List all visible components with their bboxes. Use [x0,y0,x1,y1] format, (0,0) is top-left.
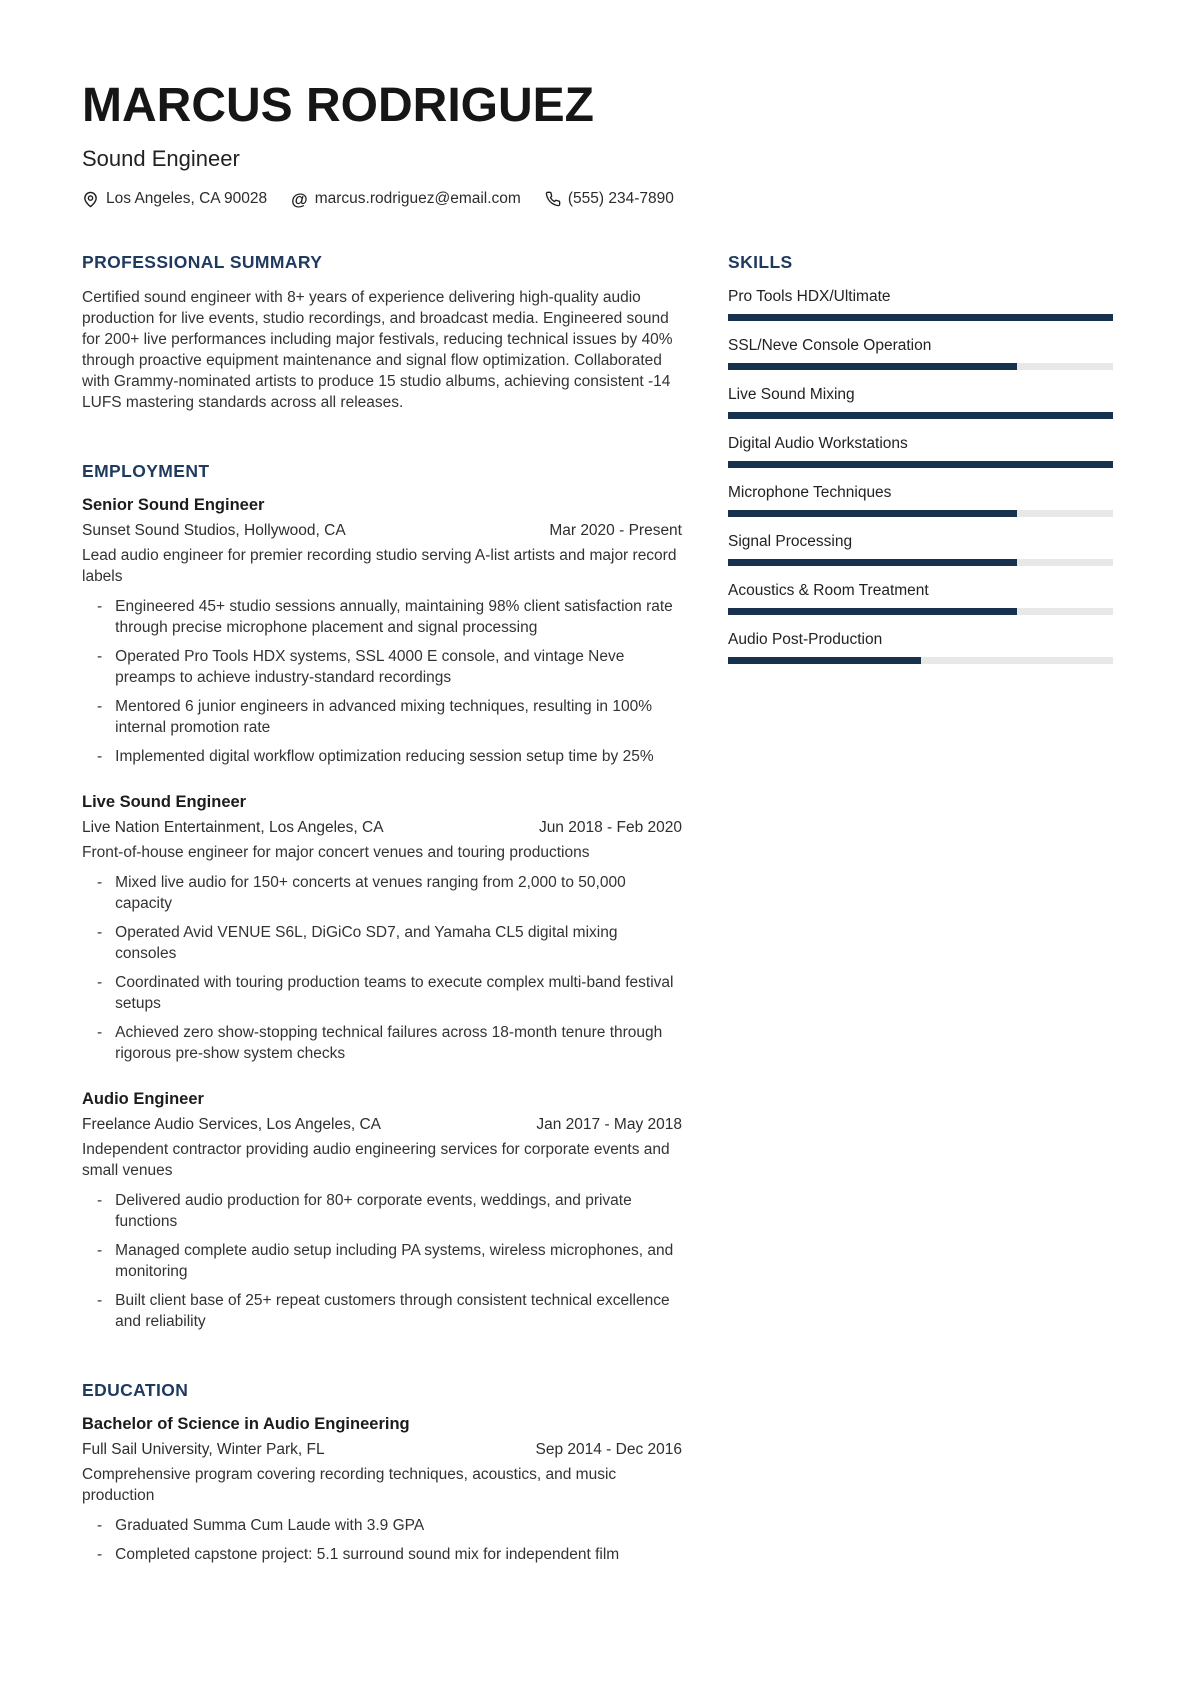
skill-bar-track [728,461,1113,468]
skill-item [728,483,1113,517]
job-description: Lead audio engineer for premier recording studio serving A-list artists and major record labels [82,547,677,585]
section-education [82,1380,682,1565]
bullet-list [82,1190,682,1332]
bullet-text: Coordinated with touring production teams to execute complex multi-band festival setups [115,974,674,1012]
bullet-marker: - [97,748,103,765]
bullet-text: Mixed live audio for 150+ concerts at venues ranging from 2,000 to 50,000 capacity [115,874,626,912]
skill-name: Digital Audio Workstations [728,435,908,452]
degree-title: Bachelor of Science in Audio Engineering [82,1415,410,1433]
skill-bar-fill [728,314,1113,321]
at-icon: @ [291,189,308,209]
job-description: Independent contractor providing audio engineering services for corporate events and small venues [82,1141,670,1179]
bullet-text: Graduated Summa Cum Laude with 3.9 GPA [115,1517,425,1534]
education-entry [82,1415,682,1565]
main-column [82,252,682,1613]
skill-name: Live Sound Mixing [728,386,855,403]
education-meta-row [82,1441,682,1459]
bullet-item [82,1240,682,1282]
bullet-marker: - [97,598,103,615]
bullet-text: Achieved zero show-stopping technical failures across 18-month tenure through rigorous pre-show system checks [115,1024,663,1062]
bullet-text: Engineered 45+ studio sessions annually, maintaining 98% client satisfaction rate through precise microphone placement and signal processing [115,598,673,636]
bullet-marker: - [97,698,103,715]
skills-heading: SKILLS [728,252,793,272]
skill-name: Signal Processing [728,533,853,550]
job-company: Live Nation Entertainment, Los Angeles, CA [82,819,384,836]
education-heading: EDUCATION [82,1380,189,1400]
bullet-marker: - [97,1192,103,1209]
skill-item [728,434,1113,468]
contact-row [82,190,1113,208]
skill-item [728,630,1113,664]
bullet-text: Managed complete audio setup including PA systems, wireless microphones, and monitoring [115,1242,674,1280]
job-dates: Jun 2018 - Feb 2020 [538,819,682,836]
candidate-name: MARCUS RODRIGUEZ [82,79,594,132]
summary-text: Certified sound engineer with 8+ years of experience delivering high-quality audio production for live events, studio recordings, and broadcast media. Engineered sound for 200+ live performances including major festivals, reducing technical issues by 40% through proactive equipment maintenance and signal flow optimization. Collaborated with Grammy-nominated artists to produce 15 studio albums, achieving consistent -14 LUFS mastering standards across all releases. [82,289,673,411]
contact-email [291,190,521,208]
bullet-marker: - [97,1242,103,1259]
education-description: Comprehensive program covering recording techniques, acoustics, and music production [82,1466,617,1504]
bullet-item [82,1022,682,1064]
skill-name: SSL/Neve Console Operation [728,337,932,354]
skill-bar-fill [728,363,1017,370]
bullet-item [82,872,682,914]
bullet-text: Operated Avid VENUE S6L, DiGiCo SD7, and Yamaha CL5 digital mixing consoles [115,924,618,962]
skill-item [728,581,1113,615]
bullet-item [82,922,682,964]
contact-location [82,190,267,208]
phone-icon [545,191,561,207]
skill-item [728,532,1113,566]
bullet-text: Mentored 6 junior engineers in advanced mixing techniques, resulting in 100% internal promotion rate [115,698,652,736]
employment-entry [82,496,682,767]
skills-sidebar [728,252,1113,1613]
bullet-item [82,1290,682,1332]
job-company: Freelance Audio Services, Los Angeles, CA [82,1116,381,1133]
bullet-marker: - [97,1546,103,1563]
skill-bar-track [728,657,1113,664]
skill-bar-track [728,363,1113,370]
bullet-item [82,972,682,1014]
bullet-marker: - [97,648,103,665]
bullet-text: Delivered audio production for 80+ corporate events, weddings, and private functions [115,1192,632,1230]
candidate-job-title: Sound Engineer [82,146,240,171]
skill-bar-fill [728,510,1017,517]
job-description: Front-of-house engineer for major concert venues and touring productions [82,844,590,861]
bullet-item [82,696,682,738]
bullet-list [82,872,682,1064]
bullet-text: Operated Pro Tools HDX systems, SSL 4000 E console, and vintage Neve preamps to achieve industry-standard recordings [115,648,625,686]
bullet-item [82,596,682,638]
bullet-item [82,1544,682,1565]
school-name: Full Sail University, Winter Park, FL [82,1441,325,1458]
job-meta-row [82,522,682,540]
skill-name: Audio Post-Production [728,631,883,648]
bullet-list [82,596,682,767]
bullet-item [82,646,682,688]
bullet-text: Built client base of 25+ repeat customers through consistent technical excellence and reliability [115,1292,670,1330]
skill-name: Acoustics & Room Treatment [728,582,929,599]
job-title: Audio Engineer [82,1090,204,1108]
bullet-text: Completed capstone project: 5.1 surround sound mix for independent film [115,1546,620,1563]
skill-bar-track [728,412,1113,419]
location-text: Los Angeles, CA 90028 [106,190,268,207]
phone-text: (555) 234-7890 [567,190,674,207]
skill-name: Pro Tools HDX/Ultimate [728,288,891,305]
employment-entry [82,793,682,1064]
section-employment [82,461,682,1332]
resume-header [82,79,1113,209]
skill-bar-fill [728,461,1113,468]
skill-bar-fill [728,559,1017,566]
job-company: Sunset Sound Studios, Hollywood, CA [82,522,346,539]
bullet-text: Implemented digital workflow optimization reducing session setup time by 25% [115,748,654,765]
section-professional-summary [82,252,682,413]
employment-entry [82,1090,682,1332]
job-dates: Mar 2020 - Present [549,522,682,539]
job-dates: Jan 2017 - May 2018 [536,1116,682,1133]
bullet-marker: - [97,974,103,991]
bullet-marker: - [97,1024,103,1041]
skill-bar-fill [728,412,1113,419]
email-text: marcus.rodriguez@email.com [314,190,521,207]
skill-bar-track [728,608,1113,615]
education-dates: Sep 2014 - Dec 2016 [535,1441,682,1458]
job-title: Senior Sound Engineer [82,496,265,514]
skill-item [728,336,1113,370]
skill-item [728,385,1113,419]
job-meta-row [82,819,682,837]
skill-bar-fill [728,608,1017,615]
job-title: Live Sound Engineer [82,793,247,811]
bullet-marker: - [97,924,103,941]
bullet-item [82,1515,682,1536]
skill-bar-fill [728,657,921,664]
bullet-list [82,1515,682,1565]
job-meta-row [82,1116,682,1134]
skill-bar-track [728,559,1113,566]
bullet-item [82,1190,682,1232]
bullet-marker: - [97,874,103,891]
content-columns [82,252,1113,1613]
skill-item [728,287,1113,321]
summary-heading: PROFESSIONAL SUMMARY [82,252,323,272]
location-pin-icon [82,191,99,208]
skill-name: Microphone Techniques [728,484,892,501]
contact-phone [545,190,674,208]
skill-bar-track [728,314,1113,321]
employment-heading: EMPLOYMENT [82,461,210,481]
bullet-marker: - [97,1292,103,1309]
bullet-item [82,746,682,767]
bullet-marker: - [97,1517,103,1534]
skill-bar-track [728,510,1113,517]
